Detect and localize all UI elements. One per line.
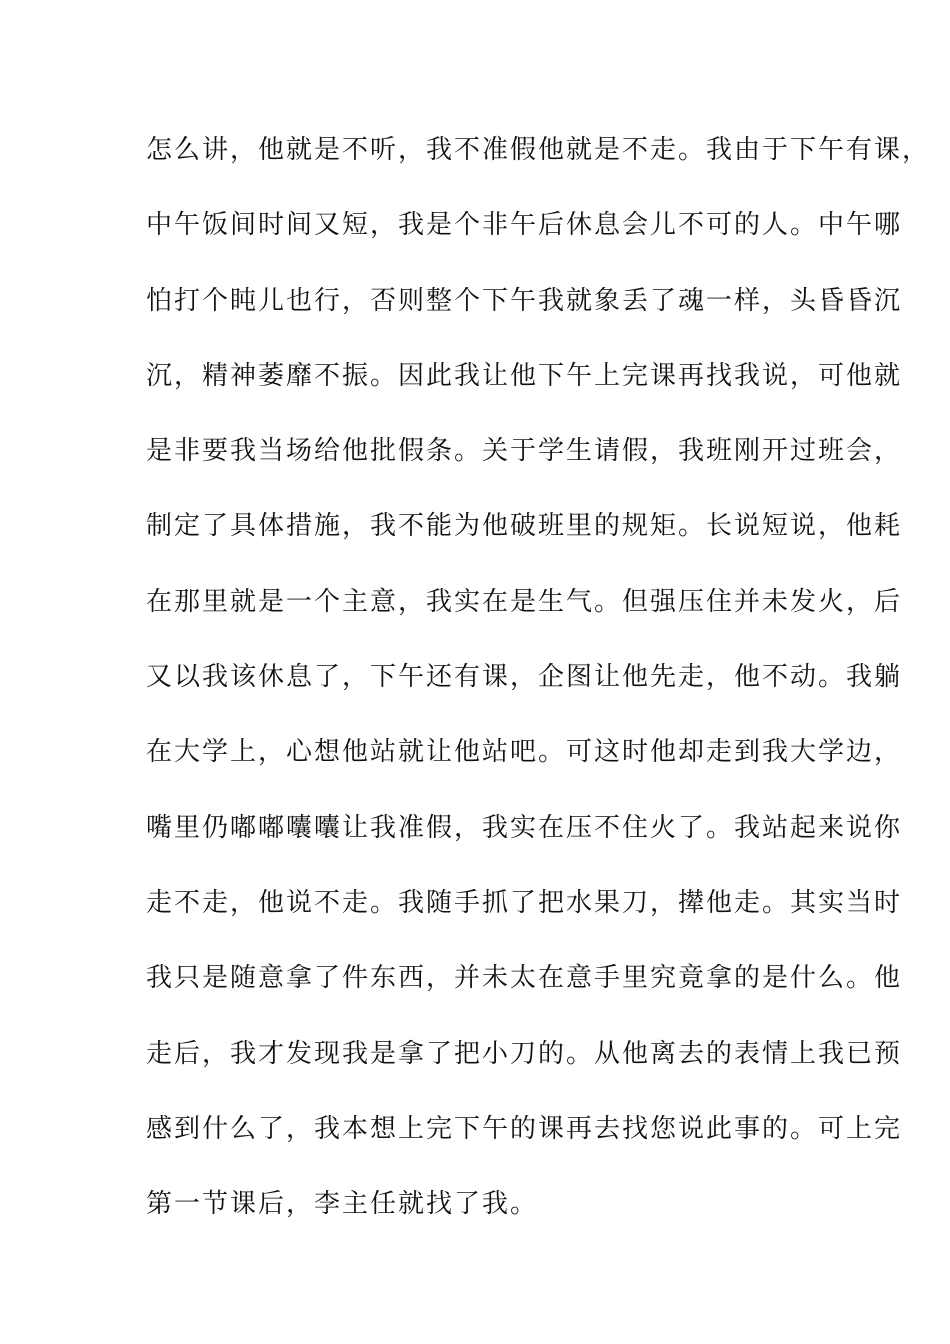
- text-line: 在那里就是一个主意，我实在是生气。但强压住并未发火，后: [146, 586, 903, 617]
- text-line: 沉，精神萎靡不振。因此我让他下午上完课再找我说，可他就: [146, 360, 903, 391]
- text-line: 走后，我才发现我是拿了把小刀的。从他离去的表情上我已预: [146, 1038, 903, 1069]
- text-line: 第一节课后，李主任就找了我。: [146, 1189, 539, 1220]
- text-line: 又以我该休息了，下午还有课，企图让他先走，他不动。我躺: [146, 662, 903, 693]
- text-line: 我只是随意拿了件东西，并未太在意手里究竟拿的是什么。他: [146, 963, 903, 994]
- text-line: 感到什么了，我本想上完下午的课再去找您说此事的。可上完: [146, 1113, 903, 1144]
- text-line: 怕打个盹儿也行，否则整个下午我就象丢了魂一样，头昏昏沉: [146, 285, 903, 316]
- text-line: 中午饭间时间又短，我是个非午后休息会儿不可的人。中午哪: [146, 210, 903, 241]
- text-line: 是非要我当场给他批假条。关于学生请假，我班刚开过班会，: [146, 436, 903, 467]
- text-line: 走不走，他说不走。我随手抓了把水果刀，撵他走。其实当时: [146, 887, 903, 918]
- text-line: 制定了具体措施，我不能为他破班里的规矩。长说短说，他耗: [146, 511, 903, 542]
- text-line: 在大学上，心想他站就让他站吧。可这时他却走到我大学边，: [146, 737, 903, 768]
- text-line: 怎么讲，他就是不听，我不准假他就是不走。我由于下午有课，: [146, 135, 931, 165]
- text-line: 嘴里仍嘟嘟囔囔让我准假，我实在压不住火了。我站起来说你: [146, 812, 903, 843]
- body-text: [146, 130, 931, 1259]
